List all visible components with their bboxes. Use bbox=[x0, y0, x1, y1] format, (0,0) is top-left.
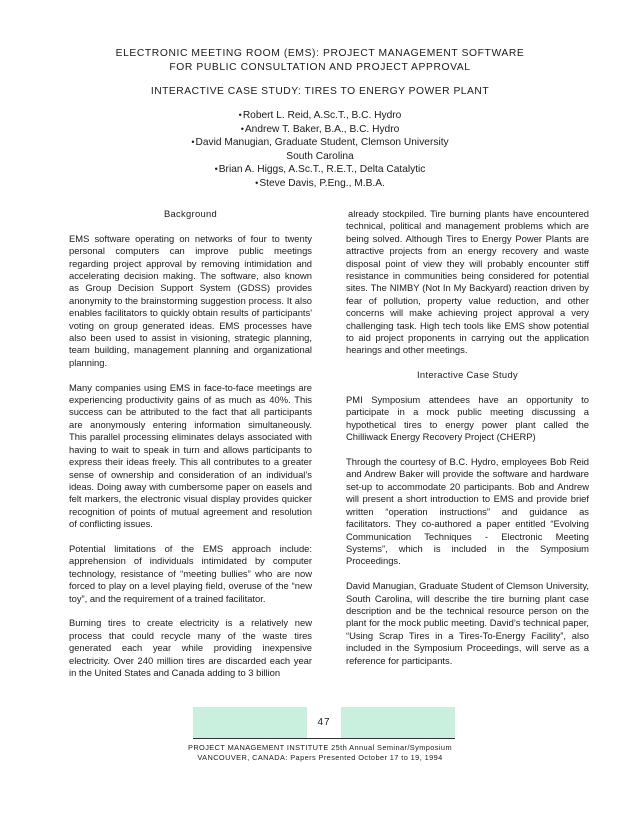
bullet-icon: • bbox=[255, 177, 259, 188]
body-paragraph-continued: already stockpiled. Tire burning plants have encountered technical, political and management problems which are being solved. Although Tires to Energy Power Plants are attractive projects from an energy recovery and waste disposal point of view they will probably encounter stiff resistance in communities being considered for potential sites. The NIMBY (Not In My Backyard) reaction driven by fear of pollution, property value reduction, and other concerns will make achieving project approval a very challenging task. High tech tools like EMS show potential to aid project proponents in carrying out the application hearings and other meetings. bbox=[346, 208, 589, 356]
page-number-band bbox=[193, 707, 455, 739]
paper-subtitle: INTERACTIVE CASE STUDY: TIRES TO ENERGY POWER PLANT bbox=[150, 86, 490, 97]
page-number: 47 bbox=[307, 707, 341, 738]
body-paragraph: PMI Symposium attendees have an opportunity to participate in a mock public meeting discussing a hypothetical tires to energy power plant called the Chilliwack Energy Recovery Project (CHERP) bbox=[346, 394, 589, 443]
body-paragraph: EMS software operating on networks of four to twenty personal computers can improve public meetings regarding project approval by removing intimidation and accelerating decision making. The software, also known as Group Decision Support System (GDSS) provides anonymity to the brainstorming suggestion process. It also enables facilitators to quickly obtain results of participants' voting on group generated ideas. EMS processes have also been used to assist in visioning, strategic planning, team building, management planning and organizational planning. bbox=[69, 232, 312, 368]
bullet-icon: • bbox=[238, 110, 242, 120]
body-paragraph: Many companies using EMS in face-to-face meetings are experiencing productivity gains of as much as 40%. This success can be attributed to the fact that all participants are anonymously entering information simultaneously. This parallel processing eliminates delays associated with having to wait to speak in turn and allows participants to express their ideas freely. This all contributes to a greater sense of ownership and consideration of an individual’s ideas. Doing away with cumbersome paper on easels and felt markers, the electronic visual display provides quicker recognition of points of mutual agreement and resolution of conflicting issues. bbox=[69, 381, 312, 530]
section-heading-background: Background bbox=[163, 208, 218, 219]
body-paragraph: Through the courtesy of B.C. Hydro, employees Bob Reid and Andrew Baker will provide the software and hardware set-up to accommodate 20 participants. Bob and Andrew will present a short introduction to EMS and provide brief written “operation instructions” and guidance as facilitators. They co-authored a paper entitled “Evolving Communication Techniques - Electronic Meeting Systems”, which is included in the Symposium Proceedings. bbox=[346, 456, 589, 567]
body-paragraph: David Manugian, Graduate Student of Clemson University, South Carolina, will describe the tire burning plant case description and be the technical resource person on the plant for the mock public meeting. David’s technical paper, “Using Scrap Tires in a Tires-To-Energy Facility”, also included in the Symposium Proceedings, will serve as a reference for participants. bbox=[346, 580, 589, 666]
body-paragraph: Burning tires to create electricity is a relatively new process that could recycle many of the waste tires generated each year while providing inexpensive electricity. Over 240 million tires are discarded each year in the United States and Canada adding to 3 billion bbox=[69, 617, 312, 678]
title-line-1: ELECTRONIC MEETING ROOM (EMS): PROJECT MANAGEMENT SOFTWARE bbox=[115, 48, 525, 59]
footer-line-2: VANCOUVER, CANADA: Papers Presented October 17 to 19, 1994 bbox=[197, 753, 443, 762]
title-line-2: FOR PUBLIC CONSULTATION AND PROJECT APPROVAL bbox=[169, 62, 471, 73]
section-heading-case-study: Interactive Case Study bbox=[417, 369, 518, 381]
author-item: •Steve Davis, P.Eng., M.B.A. bbox=[255, 177, 385, 189]
author-item: •Brian A. Higgs, A.Sc.T., R.E.T., Delta Catalytic bbox=[214, 164, 426, 176]
right-column bbox=[346, 208, 589, 679]
bullet-icon: • bbox=[214, 164, 218, 175]
footer bbox=[160, 743, 480, 763]
author-item: •Robert L. Reid, A.Sc.T., B.C. Hydro bbox=[238, 110, 402, 121]
footer-line-1: PROJECT MANAGEMENT INSTITUTE 25th Annual Seminar/Symposium bbox=[187, 743, 452, 752]
author-item-continuation: South Carolina bbox=[286, 150, 354, 162]
author-item: •David Manugian, Graduate Student, Clemson University bbox=[191, 137, 449, 149]
bullet-icon: • bbox=[191, 137, 195, 148]
bullet-icon: • bbox=[240, 123, 244, 134]
author-item: •Andrew T. Baker, B.A., B.C. Hydro bbox=[240, 123, 400, 135]
body-paragraph: Potential limitations of the EMS approach include: apprehension of individuals intimidated by computer technology, resistance of “meeting bullies” who are now forced to play on a level playing field, overuse of the “new toy”, and the requirement of a trained facilitator. bbox=[69, 542, 312, 604]
paper-title bbox=[60, 47, 580, 75]
author-list bbox=[80, 109, 560, 191]
left-column bbox=[69, 208, 312, 692]
